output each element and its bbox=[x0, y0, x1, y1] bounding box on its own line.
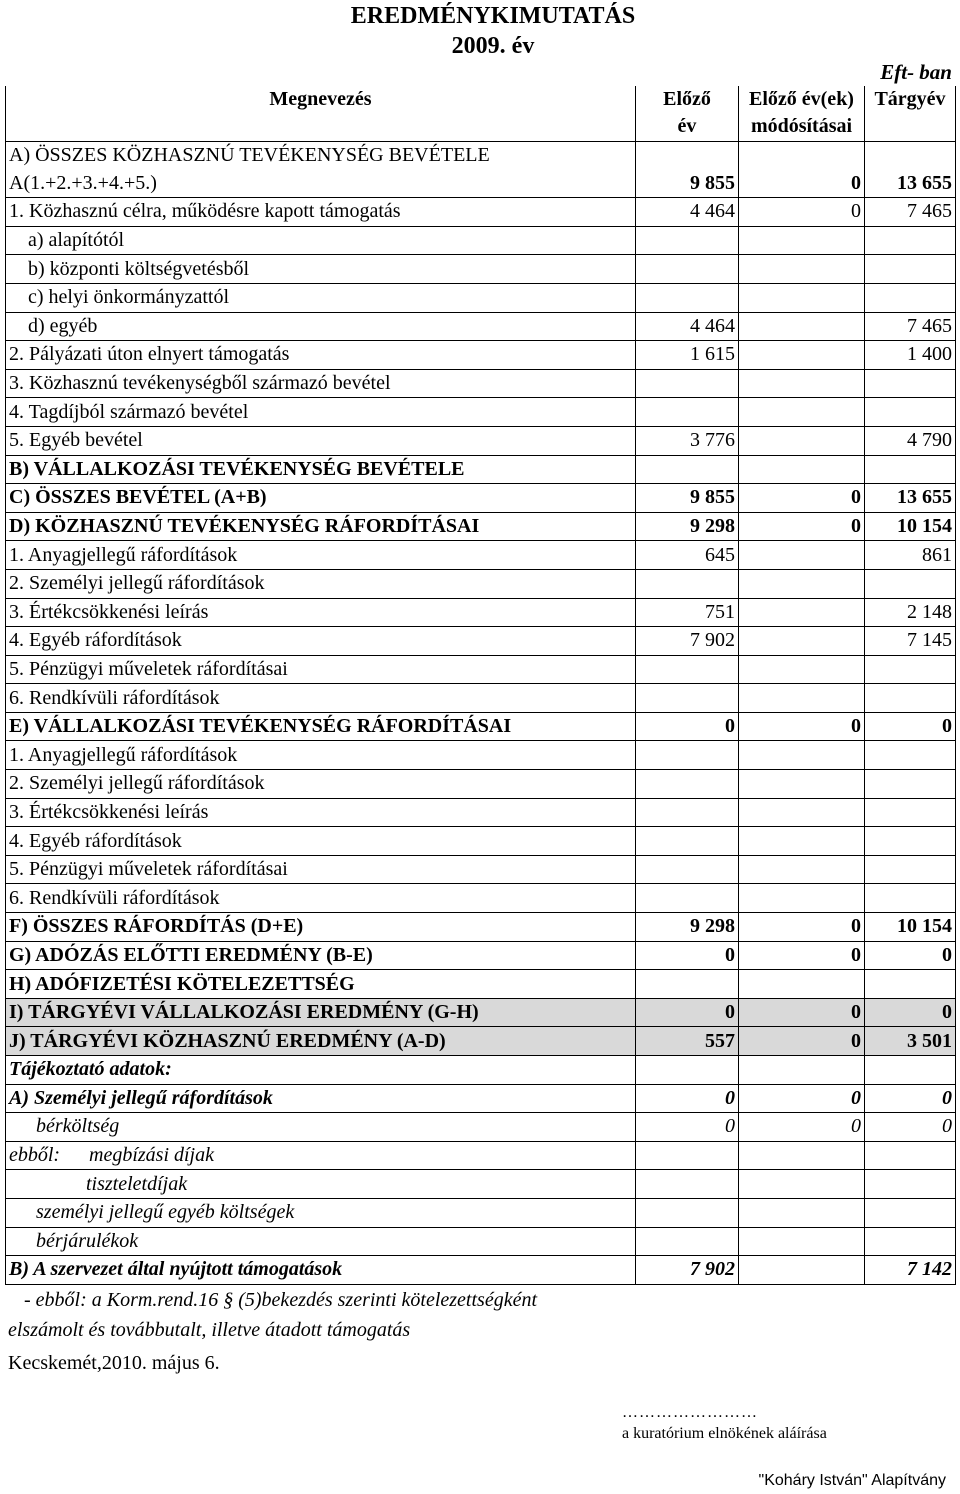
row-label: I) TÁRGYÉVI VÁLLALKOZÁSI EREDMÉNY (G-H) bbox=[6, 998, 636, 1027]
row-adj bbox=[739, 1170, 865, 1199]
signature-line: …………………… bbox=[622, 1404, 758, 1421]
row-label: E) VÁLLALKOZÁSI TEVÉKENYSÉG RÁFORDÍTÁSAI bbox=[6, 712, 636, 741]
col-header-adj-line2: módósításai bbox=[750, 115, 853, 137]
table-row bbox=[6, 1027, 956, 1056]
table-row bbox=[6, 1198, 956, 1227]
table-row bbox=[6, 855, 956, 884]
row-prev bbox=[636, 855, 739, 884]
row-prev bbox=[636, 1056, 739, 1085]
table-row bbox=[6, 1170, 956, 1199]
table-row bbox=[6, 312, 956, 341]
table-row bbox=[6, 770, 956, 799]
row-adj bbox=[739, 1256, 865, 1285]
row-curr bbox=[865, 255, 956, 284]
row-prev bbox=[636, 1170, 739, 1199]
row-curr bbox=[865, 142, 956, 170]
table-row bbox=[6, 941, 956, 970]
row-label: 6. Rendkívüli ráfordítások bbox=[6, 884, 636, 913]
row-prev bbox=[636, 798, 739, 827]
row-adj bbox=[739, 598, 865, 627]
row-label: 5. Pénzügyi műveletek ráfordításai bbox=[6, 655, 636, 684]
row-adj bbox=[739, 655, 865, 684]
row-label: 5. Pénzügyi műveletek ráfordításai bbox=[6, 855, 636, 884]
row-curr bbox=[865, 283, 956, 312]
row-label: 4. Tagdíjból származó bevétel bbox=[6, 398, 636, 427]
row-curr bbox=[865, 1227, 956, 1256]
row-label: bérköltség bbox=[6, 1113, 636, 1142]
row-curr bbox=[865, 569, 956, 598]
row-curr: 861 bbox=[865, 541, 956, 570]
row-prev: 0 bbox=[636, 998, 739, 1027]
row-curr bbox=[865, 398, 956, 427]
row-curr: 0 bbox=[865, 712, 956, 741]
row-prev: 4 464 bbox=[636, 312, 739, 341]
row-curr: 7 465 bbox=[865, 312, 956, 341]
table-row bbox=[6, 198, 956, 227]
footnote-line-2: elszámolt és továbbutalt, illetve átadott támogatás bbox=[8, 1319, 411, 1341]
row-prev bbox=[636, 684, 739, 713]
row-adj: 0 bbox=[739, 1084, 865, 1113]
row-curr: 3 501 bbox=[865, 1027, 956, 1056]
row-adj bbox=[739, 741, 865, 770]
row-curr bbox=[865, 884, 956, 913]
row-curr: 1 400 bbox=[865, 341, 956, 370]
table-row bbox=[6, 598, 956, 627]
table-row bbox=[6, 569, 956, 598]
row-adj bbox=[739, 341, 865, 370]
table-row bbox=[6, 142, 956, 170]
row-prev: 1 615 bbox=[636, 341, 739, 370]
row-curr: 10 154 bbox=[865, 913, 956, 942]
table-row bbox=[6, 884, 956, 913]
table-row bbox=[6, 1141, 956, 1170]
row-curr bbox=[865, 770, 956, 799]
ebbol-prefix: ebből: bbox=[9, 1144, 61, 1167]
row-adj bbox=[739, 426, 865, 455]
row-label: d) egyéb bbox=[6, 312, 636, 341]
row-adj bbox=[739, 541, 865, 570]
row-label: B) A szervezet által nyújtott támogatások bbox=[6, 1256, 636, 1285]
row-curr: 2 148 bbox=[865, 598, 956, 627]
row-label: 4. Egyéb ráfordítások bbox=[6, 827, 636, 856]
row-adj: 0 bbox=[739, 941, 865, 970]
row-prev: 9 298 bbox=[636, 512, 739, 541]
col-header-name: Megnevezés bbox=[6, 86, 636, 142]
row-label: 1. Anyagjellegű ráfordítások bbox=[6, 541, 636, 570]
row-prev: 0 bbox=[636, 1113, 739, 1142]
row-adj bbox=[739, 1198, 865, 1227]
row-curr: 0 bbox=[865, 1084, 956, 1113]
row-curr: 0 bbox=[865, 998, 956, 1027]
row-curr: 10 154 bbox=[865, 512, 956, 541]
table-row bbox=[6, 341, 956, 370]
row-prev bbox=[636, 1141, 739, 1170]
row-adj: 0 bbox=[739, 913, 865, 942]
table-row bbox=[6, 1113, 956, 1142]
row-curr bbox=[865, 1141, 956, 1170]
row-adj bbox=[739, 1227, 865, 1256]
row-curr bbox=[865, 455, 956, 484]
row-curr: 7 145 bbox=[865, 627, 956, 656]
col-header-prev bbox=[636, 86, 739, 142]
row-prev: 4 464 bbox=[636, 198, 739, 227]
table-row bbox=[6, 998, 956, 1027]
table-row bbox=[6, 798, 956, 827]
row-prev bbox=[636, 226, 739, 255]
row-prev bbox=[636, 569, 739, 598]
table-row bbox=[6, 226, 956, 255]
row-label-text: megbízási díjak bbox=[89, 1144, 214, 1167]
row-label: 1. Közhasznú célra, működésre kapott támogatás bbox=[6, 198, 636, 227]
footnote-line-1: - ebből: a Korm.rend.16 § (5)bekezdés szerinti kötelezettségként bbox=[24, 1289, 538, 1311]
row-adj bbox=[739, 627, 865, 656]
row-curr: 0 bbox=[865, 1113, 956, 1142]
row-label: G) ADÓZÁS ELŐTTI EREDMÉNY (B-E) bbox=[6, 941, 636, 970]
table-row bbox=[6, 827, 956, 856]
table-row bbox=[6, 1056, 956, 1085]
row-prev bbox=[636, 142, 739, 170]
row-label: 4. Egyéb ráfordítások bbox=[6, 627, 636, 656]
row-label: Tájékoztató adatok: bbox=[6, 1056, 636, 1085]
col-header-prev-line2: év bbox=[677, 115, 697, 137]
row-adj bbox=[739, 970, 865, 999]
row-prev bbox=[636, 1198, 739, 1227]
footnote bbox=[8, 1285, 537, 1345]
row-prev bbox=[636, 398, 739, 427]
row-prev bbox=[636, 770, 739, 799]
table-row bbox=[6, 255, 956, 284]
row-adj bbox=[739, 798, 865, 827]
row-prev: 0 bbox=[636, 941, 739, 970]
row-adj bbox=[739, 312, 865, 341]
row-adj bbox=[739, 142, 865, 170]
table-row bbox=[6, 970, 956, 999]
table-row bbox=[6, 712, 956, 741]
row-label: 3. Értékcsökkenési leírás bbox=[6, 798, 636, 827]
row-curr bbox=[865, 226, 956, 255]
table-row bbox=[6, 426, 956, 455]
row-curr bbox=[865, 1056, 956, 1085]
col-header-prev-line1: Előző bbox=[663, 88, 711, 110]
row-label: F) ÖSSZES RÁFORDÍTÁS (D+E) bbox=[6, 913, 636, 942]
row-curr bbox=[865, 684, 956, 713]
row-prev: 9 855 bbox=[636, 484, 739, 513]
row-prev bbox=[636, 827, 739, 856]
row-prev bbox=[636, 255, 739, 284]
table-row bbox=[6, 541, 956, 570]
row-adj: 0 bbox=[739, 1027, 865, 1056]
row-prev: 0 bbox=[636, 712, 739, 741]
row-adj: 0 bbox=[739, 198, 865, 227]
table-row bbox=[6, 1256, 956, 1285]
table-row bbox=[6, 283, 956, 312]
row-label: 2. Személyi jellegű ráfordítások bbox=[6, 569, 636, 598]
row-prev: 7 902 bbox=[636, 1256, 739, 1285]
row-label: B) VÁLLALKOZÁSI TEVÉKENYSÉG BEVÉTELE bbox=[6, 455, 636, 484]
row-adj bbox=[739, 770, 865, 799]
row-label: c) helyi önkormányzattól bbox=[6, 283, 636, 312]
row-label: 3. Közhasznú tevékenységből származó bevétel bbox=[6, 369, 636, 398]
row-label: a) alapítótól bbox=[6, 226, 636, 255]
row-label: 2. Pályázati úton elnyert támogatás bbox=[6, 341, 636, 370]
table-row bbox=[6, 170, 956, 198]
table-row bbox=[6, 741, 956, 770]
row-adj: 0 bbox=[739, 170, 865, 198]
table-row bbox=[6, 398, 956, 427]
row-adj bbox=[739, 455, 865, 484]
row-label: A) ÖSSZES KÖZHASZNÚ TEVÉKENYSÉG BEVÉTELE bbox=[6, 142, 636, 170]
table-row bbox=[6, 913, 956, 942]
row-curr bbox=[865, 855, 956, 884]
row-adj bbox=[739, 884, 865, 913]
col-header-curr: Tárgyév bbox=[865, 86, 956, 142]
table-row bbox=[6, 627, 956, 656]
row-label: bérjárulékok bbox=[6, 1227, 636, 1256]
row-adj: 0 bbox=[739, 998, 865, 1027]
document-title: EREDMÉNYKIMUTATÁS bbox=[350, 3, 636, 29]
row-label: 6. Rendkívüli ráfordítások bbox=[6, 684, 636, 713]
row-curr: 0 bbox=[865, 941, 956, 970]
col-header-adj bbox=[739, 86, 865, 142]
row-prev: 751 bbox=[636, 598, 739, 627]
row-curr bbox=[865, 827, 956, 856]
table-row bbox=[6, 512, 956, 541]
row-label: A(1.+2.+3.+4.+5.) bbox=[6, 170, 636, 198]
table-row bbox=[6, 684, 956, 713]
row-curr: 4 790 bbox=[865, 426, 956, 455]
row-curr bbox=[865, 798, 956, 827]
place-date: Kecskemét,2010. május 6. bbox=[8, 1352, 220, 1374]
row-curr bbox=[865, 741, 956, 770]
row-curr bbox=[865, 655, 956, 684]
row-adj bbox=[739, 398, 865, 427]
row-adj bbox=[739, 226, 865, 255]
row-label bbox=[6, 1141, 636, 1170]
row-prev: 9 855 bbox=[636, 170, 739, 198]
header-row bbox=[6, 86, 956, 142]
row-label: 3. Értékcsökkenési leírás bbox=[6, 598, 636, 627]
row-prev: 0 bbox=[636, 1084, 739, 1113]
row-prev bbox=[636, 455, 739, 484]
row-curr bbox=[865, 369, 956, 398]
row-adj: 0 bbox=[739, 712, 865, 741]
row-adj bbox=[739, 855, 865, 884]
signature-label: a kuratórium elnökének aláírása bbox=[622, 1425, 827, 1442]
income-statement-table bbox=[5, 86, 956, 1285]
document-year: 2009. év bbox=[451, 33, 535, 59]
row-prev bbox=[636, 741, 739, 770]
row-label: D) KÖZHASZNÚ TEVÉKENYSÉG RÁFORDÍTÁSAI bbox=[6, 512, 636, 541]
row-curr: 7 465 bbox=[865, 198, 956, 227]
row-adj bbox=[739, 255, 865, 284]
table-row bbox=[6, 1227, 956, 1256]
table-row bbox=[6, 1084, 956, 1113]
table-row bbox=[6, 484, 956, 513]
row-adj bbox=[739, 1141, 865, 1170]
row-prev: 7 902 bbox=[636, 627, 739, 656]
row-label: J) TÁRGYÉVI KÖZHASZNÚ EREDMÉNY (A-D) bbox=[6, 1027, 636, 1056]
row-label: H) ADÓFIZETÉSI KÖTELEZETTSÉG bbox=[6, 970, 636, 999]
row-label: tiszteletdíjak bbox=[6, 1170, 636, 1199]
row-curr bbox=[865, 1198, 956, 1227]
row-label: C) ÖSSZES BEVÉTEL (A+B) bbox=[6, 484, 636, 513]
row-label: 1. Anyagjellegű ráfordítások bbox=[6, 741, 636, 770]
row-label: b) központi költségvetésből bbox=[6, 255, 636, 284]
row-prev bbox=[636, 970, 739, 999]
table-row bbox=[6, 455, 956, 484]
row-prev bbox=[636, 655, 739, 684]
row-prev bbox=[636, 283, 739, 312]
row-adj: 0 bbox=[739, 512, 865, 541]
row-label: személyi jellegű egyéb költségek bbox=[6, 1198, 636, 1227]
row-curr: 13 655 bbox=[865, 170, 956, 198]
col-header-adj-line1: Előző év(ek) bbox=[749, 88, 854, 110]
row-curr: 7 142 bbox=[865, 1256, 956, 1285]
row-adj: 0 bbox=[739, 1113, 865, 1142]
row-prev bbox=[636, 884, 739, 913]
row-adj bbox=[739, 369, 865, 398]
row-curr bbox=[865, 1170, 956, 1199]
unit-label: Eft- ban bbox=[880, 60, 952, 84]
row-curr: 13 655 bbox=[865, 484, 956, 513]
row-label: 5. Egyéb bevétel bbox=[6, 426, 636, 455]
row-adj: 0 bbox=[739, 484, 865, 513]
row-label: 2. Személyi jellegű ráfordítások bbox=[6, 770, 636, 799]
row-prev: 557 bbox=[636, 1027, 739, 1056]
row-curr bbox=[865, 970, 956, 999]
row-adj bbox=[739, 1056, 865, 1085]
row-prev bbox=[636, 1227, 739, 1256]
row-prev: 3 776 bbox=[636, 426, 739, 455]
row-adj bbox=[739, 569, 865, 598]
row-prev bbox=[636, 369, 739, 398]
row-label: A) Személyi jellegű ráfordítások bbox=[6, 1084, 636, 1113]
row-prev: 645 bbox=[636, 541, 739, 570]
organization-name: "Koháry István" Alapítvány bbox=[758, 1472, 946, 1489]
row-adj bbox=[739, 283, 865, 312]
row-adj bbox=[739, 684, 865, 713]
row-prev: 9 298 bbox=[636, 913, 739, 942]
table-row bbox=[6, 655, 956, 684]
row-adj bbox=[739, 827, 865, 856]
table-row bbox=[6, 369, 956, 398]
